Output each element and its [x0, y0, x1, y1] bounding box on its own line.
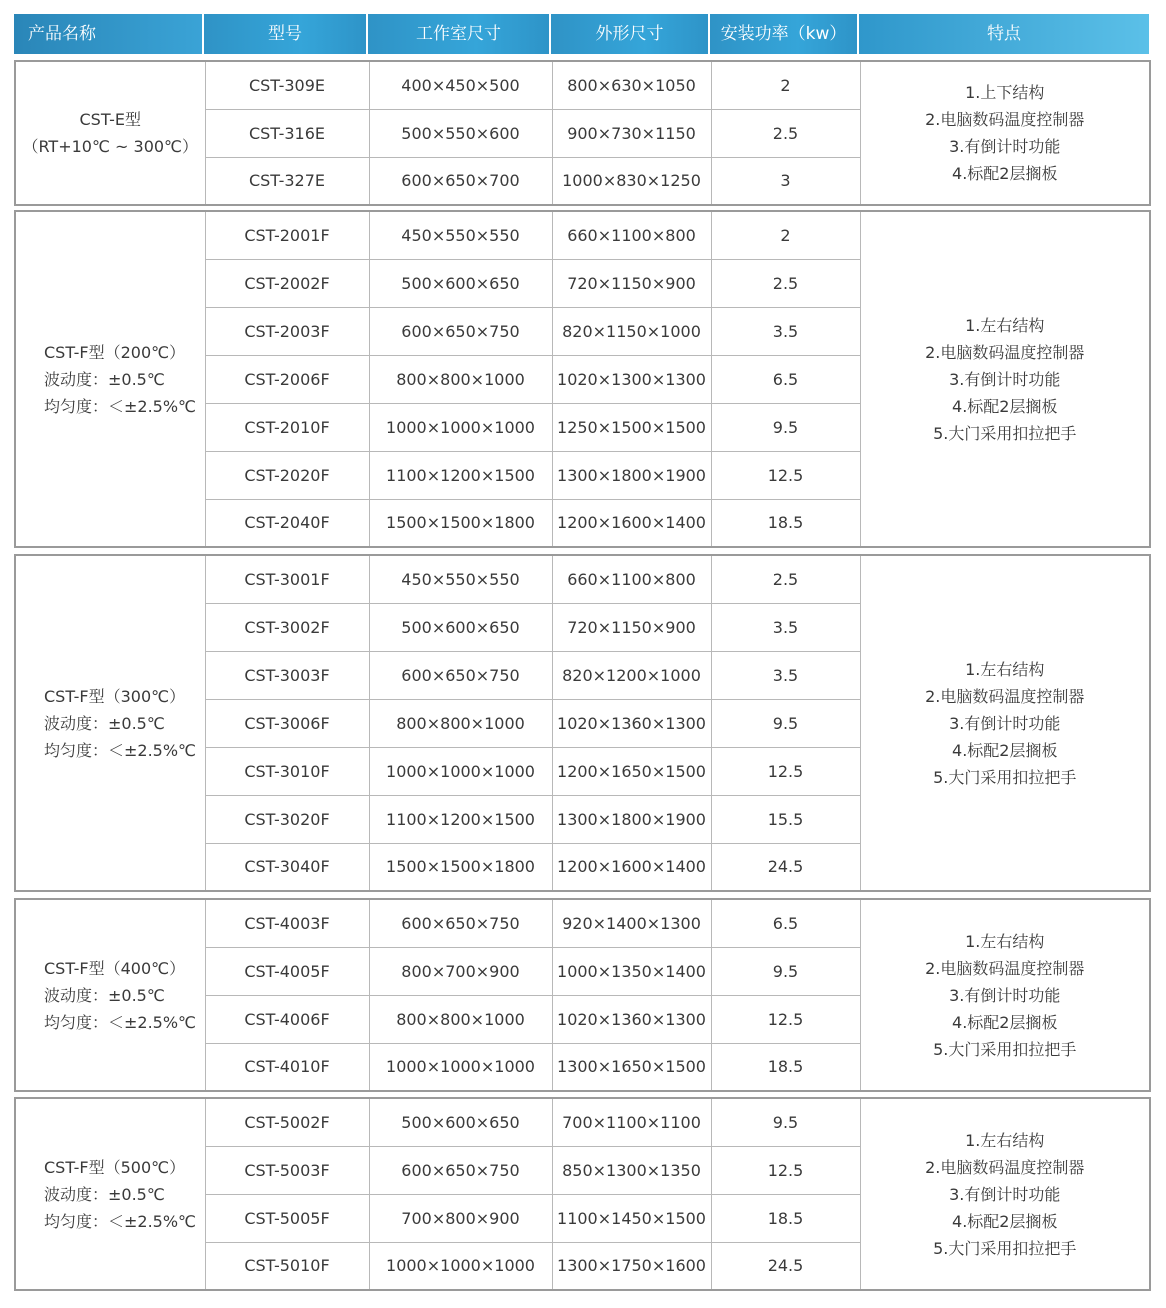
model-cell: CST-2010F	[205, 403, 369, 451]
feature-item: 5.大门采用扣拉把手	[933, 423, 1077, 443]
model-cell: CST-5005F	[205, 1194, 369, 1242]
model-cell: CST-5003F	[205, 1146, 369, 1194]
model-cell: CST-2006F	[205, 355, 369, 403]
model-cell: CST-2003F	[205, 307, 369, 355]
product-name-line: 均匀度：＜±2.5%℃	[44, 396, 197, 416]
outer-cell: 1250×1500×1500	[552, 403, 711, 451]
chamber-cell: 800×800×1000	[369, 995, 552, 1043]
power-cell: 2	[711, 61, 860, 109]
chamber-cell: 1000×1000×1000	[369, 1043, 552, 1091]
product-name-line: CST-F型（400℃）	[44, 958, 186, 978]
feature-item: 2.电脑数码温度控制器	[925, 686, 1085, 706]
outer-cell: 820×1150×1000	[552, 307, 711, 355]
product-group	[14, 210, 1151, 548]
model-cell: CST-316E	[205, 109, 369, 157]
outer-cell: 800×630×1050	[552, 61, 711, 109]
chamber-cell: 600×650×750	[369, 651, 552, 699]
model-cell: CST-5002F	[205, 1098, 369, 1146]
power-cell: 12.5	[711, 1146, 860, 1194]
power-cell: 18.5	[711, 1043, 860, 1091]
features-cell	[860, 1098, 1150, 1290]
power-cell: 12.5	[711, 451, 860, 499]
product-group	[14, 898, 1151, 1092]
chamber-cell: 500×600×650	[369, 603, 552, 651]
chamber-cell: 500×550×600	[369, 109, 552, 157]
feature-item: 4.标配2层搁板	[952, 164, 1058, 183]
power-cell: 3.5	[711, 603, 860, 651]
product-name-line: CST-F型（300℃）	[44, 686, 186, 706]
feature-item: 4.标配2层搁板	[952, 740, 1058, 760]
chamber-cell: 1100×1200×1500	[369, 451, 552, 499]
header-product-name: 产品名称	[14, 14, 204, 54]
power-cell: 9.5	[711, 947, 860, 995]
product-name-line: CST-F型（200℃）	[44, 342, 186, 362]
table-row	[15, 61, 1150, 109]
chamber-cell: 1500×1500×1800	[369, 499, 552, 547]
outer-cell: 1020×1360×1300	[552, 995, 711, 1043]
chamber-cell: 400×450×500	[369, 61, 552, 109]
chamber-cell: 1500×1500×1800	[369, 843, 552, 891]
chamber-cell: 600×650×750	[369, 307, 552, 355]
outer-cell: 1000×1350×1400	[552, 947, 711, 995]
product-name-line: CST-F型（500℃）	[44, 1157, 186, 1177]
table-row	[15, 899, 1150, 947]
features-cell	[860, 61, 1150, 205]
feature-item: 3.有倒计时功能	[949, 137, 1061, 156]
power-cell: 9.5	[711, 1098, 860, 1146]
model-cell: CST-309E	[205, 61, 369, 109]
feature-item: 2.电脑数码温度控制器	[925, 110, 1085, 129]
model-cell: CST-3002F	[205, 603, 369, 651]
power-cell: 15.5	[711, 795, 860, 843]
outer-cell: 900×730×1150	[552, 109, 711, 157]
power-cell: 24.5	[711, 1242, 860, 1290]
model-cell: CST-4005F	[205, 947, 369, 995]
outer-cell: 1300×1650×1500	[552, 1043, 711, 1091]
feature-item: 4.标配2层搁板	[952, 1211, 1058, 1231]
power-cell: 3.5	[711, 307, 860, 355]
outer-cell: 920×1400×1300	[552, 899, 711, 947]
chamber-cell: 500×600×650	[369, 1098, 552, 1146]
model-cell: CST-3006F	[205, 699, 369, 747]
power-cell: 24.5	[711, 843, 860, 891]
outer-cell: 1000×830×1250	[552, 157, 711, 205]
power-cell: 3	[711, 157, 860, 205]
chamber-cell: 1000×1000×1000	[369, 403, 552, 451]
product-name-line: CST-E型	[79, 110, 142, 129]
product-name-line: 均匀度：＜±2.5%℃	[44, 1012, 197, 1032]
feature-item: 3.有倒计时功能	[949, 985, 1061, 1005]
outer-cell: 720×1150×900	[552, 259, 711, 307]
product-name-line: 波动度：±0.5℃	[44, 1184, 165, 1204]
table-row	[15, 1098, 1150, 1146]
outer-cell: 1300×1800×1900	[552, 451, 711, 499]
feature-item: 4.标配2层搁板	[952, 396, 1058, 416]
feature-item: 2.电脑数码温度控制器	[925, 342, 1085, 362]
power-cell: 12.5	[711, 995, 860, 1043]
product-name-line: 波动度：±0.5℃	[44, 369, 165, 389]
outer-cell: 1020×1360×1300	[552, 699, 711, 747]
feature-item: 1.上下结构	[965, 83, 1045, 102]
model-cell: CST-5010F	[205, 1242, 369, 1290]
power-cell: 9.5	[711, 699, 860, 747]
outer-cell: 1300×1750×1600	[552, 1242, 711, 1290]
model-cell: CST-327E	[205, 157, 369, 205]
product-group	[14, 60, 1151, 206]
feature-item: 2.电脑数码温度控制器	[925, 1157, 1085, 1177]
table-header	[14, 14, 1149, 54]
chamber-cell: 450×550×550	[369, 555, 552, 603]
power-cell: 18.5	[711, 1194, 860, 1242]
feature-item: 5.大门采用扣拉把手	[933, 1039, 1077, 1059]
feature-item: 1.左右结构	[965, 659, 1045, 679]
model-cell: CST-4006F	[205, 995, 369, 1043]
power-cell: 3.5	[711, 651, 860, 699]
features-cell	[860, 555, 1150, 891]
chamber-cell: 800×800×1000	[369, 355, 552, 403]
model-cell: CST-3020F	[205, 795, 369, 843]
outer-cell: 820×1200×1000	[552, 651, 711, 699]
outer-cell: 1020×1300×1300	[552, 355, 711, 403]
chamber-cell: 450×550×550	[369, 211, 552, 259]
outer-cell: 1200×1650×1500	[552, 747, 711, 795]
model-cell: CST-2020F	[205, 451, 369, 499]
product-name-line: 均匀度：＜±2.5%℃	[44, 1211, 197, 1231]
product-name-cell	[15, 555, 205, 891]
chamber-cell: 800×700×900	[369, 947, 552, 995]
outer-cell: 720×1150×900	[552, 603, 711, 651]
power-cell: 12.5	[711, 747, 860, 795]
feature-item: 1.左右结构	[965, 315, 1045, 335]
product-name-line: 波动度：±0.5℃	[44, 713, 165, 733]
chamber-cell: 500×600×650	[369, 259, 552, 307]
product-name-cell	[15, 899, 205, 1091]
product-name-line: 均匀度：＜±2.5%℃	[44, 740, 197, 760]
chamber-cell: 1100×1200×1500	[369, 795, 552, 843]
chamber-cell: 600×650×700	[369, 157, 552, 205]
product-group	[14, 1097, 1151, 1291]
outer-cell: 1300×1800×1900	[552, 795, 711, 843]
feature-item: 3.有倒计时功能	[949, 1184, 1061, 1204]
outer-cell: 1200×1600×1400	[552, 499, 711, 547]
outer-cell: 660×1100×800	[552, 211, 711, 259]
power-cell: 2.5	[711, 109, 860, 157]
header-features: 特点	[859, 14, 1149, 54]
power-cell: 2.5	[711, 555, 860, 603]
power-cell: 6.5	[711, 899, 860, 947]
feature-item: 2.电脑数码温度控制器	[925, 958, 1085, 978]
header-power: 安装功率（kw）	[710, 14, 859, 54]
features-cell	[860, 899, 1150, 1091]
power-cell: 6.5	[711, 355, 860, 403]
feature-item: 5.大门采用扣拉把手	[933, 767, 1077, 787]
header-model: 型号	[204, 14, 368, 54]
chamber-cell: 600×650×750	[369, 1146, 552, 1194]
feature-item: 1.左右结构	[965, 931, 1045, 951]
outer-cell: 850×1300×1350	[552, 1146, 711, 1194]
outer-cell: 1100×1450×1500	[552, 1194, 711, 1242]
model-cell: CST-3003F	[205, 651, 369, 699]
model-cell: CST-4003F	[205, 899, 369, 947]
model-cell: CST-3001F	[205, 555, 369, 603]
product-name-cell	[15, 61, 205, 205]
outer-cell: 660×1100×800	[552, 555, 711, 603]
features-cell	[860, 211, 1150, 547]
power-cell: 2.5	[711, 259, 860, 307]
power-cell: 9.5	[711, 403, 860, 451]
product-group	[14, 554, 1151, 892]
model-cell: CST-3010F	[205, 747, 369, 795]
product-name-cell	[15, 1098, 205, 1290]
product-name-line: 波动度：±0.5℃	[44, 985, 165, 1005]
chamber-cell: 1000×1000×1000	[369, 747, 552, 795]
model-cell: CST-4010F	[205, 1043, 369, 1091]
feature-item: 3.有倒计时功能	[949, 713, 1061, 733]
chamber-cell: 700×800×900	[369, 1194, 552, 1242]
model-cell: CST-3040F	[205, 843, 369, 891]
product-name-cell	[15, 211, 205, 547]
feature-item: 3.有倒计时功能	[949, 369, 1061, 389]
table-row	[15, 211, 1150, 259]
outer-cell: 1200×1600×1400	[552, 843, 711, 891]
model-cell: CST-2001F	[205, 211, 369, 259]
table-row	[15, 555, 1150, 603]
feature-item: 1.左右结构	[965, 1130, 1045, 1150]
power-cell: 2	[711, 211, 860, 259]
model-cell: CST-2040F	[205, 499, 369, 547]
power-cell: 18.5	[711, 499, 860, 547]
product-name-line: （RT+10℃ ~ 300℃）	[22, 137, 199, 156]
chamber-cell: 1000×1000×1000	[369, 1242, 552, 1290]
feature-item: 4.标配2层搁板	[952, 1012, 1058, 1032]
header-outer-size: 外形尺寸	[551, 14, 710, 54]
chamber-cell: 800×800×1000	[369, 699, 552, 747]
chamber-cell: 600×650×750	[369, 899, 552, 947]
feature-item: 5.大门采用扣拉把手	[933, 1238, 1077, 1258]
outer-cell: 700×1100×1100	[552, 1098, 711, 1146]
model-cell: CST-2002F	[205, 259, 369, 307]
header-chamber-size: 工作室尺寸	[368, 14, 551, 54]
